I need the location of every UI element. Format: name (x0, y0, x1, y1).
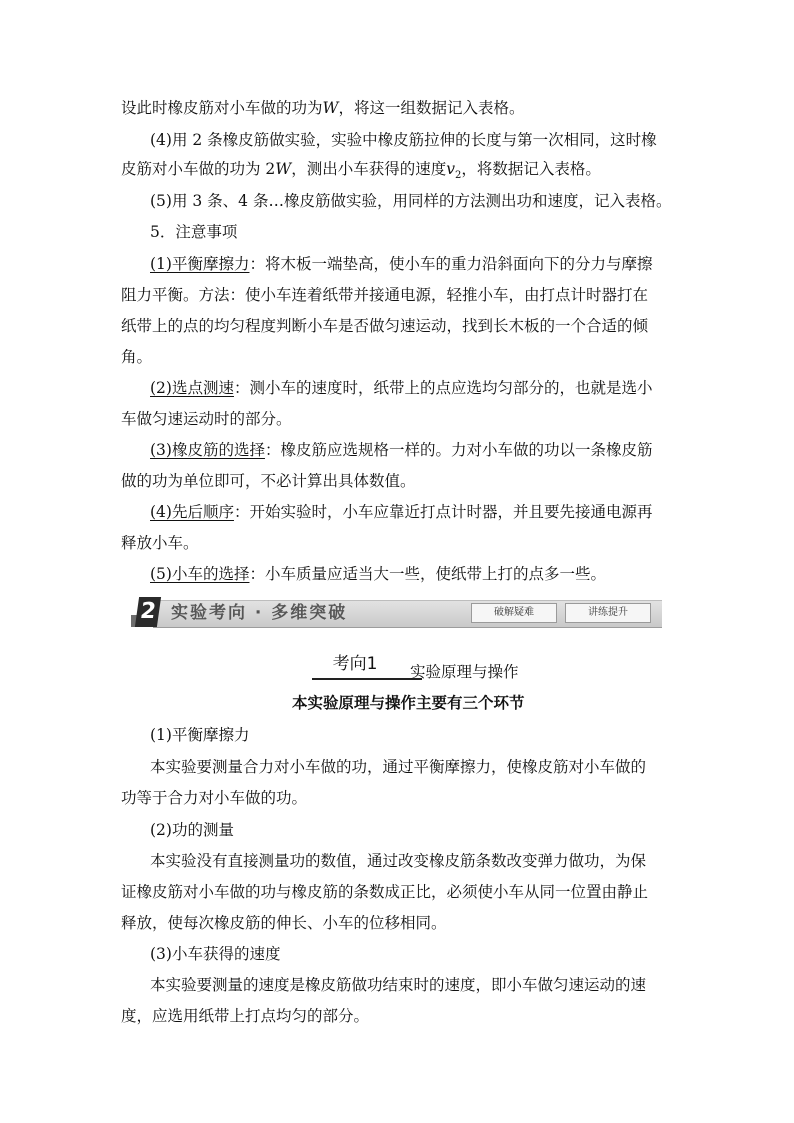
text-line: 证橡皮筋对小车做的功与橡皮筋的条数成正比，必须使小车从同一位置由静止 (121, 883, 649, 901)
text-line: 纸带上的点的均匀程度判断小车是否做匀速运动，找到长木板的一个合适的倾 (121, 317, 649, 335)
text-line: 功等于合力对小车做的功。 (121, 789, 308, 807)
note-4: (4)先后顺序：开始实验时，小车应靠近打点计时器，并且要先接通电源再 (150, 503, 653, 521)
text-line: (5)用 3 条、4 条…橡皮筋做实验，用同样的方法测出功和速度，记入表格。 (150, 192, 672, 210)
note-2: (2)选点测速：测小车的速度时，纸带上的点应选均匀部分的，也就是选小 (150, 379, 653, 397)
part-2-title: (2)功的测量 (150, 821, 234, 839)
note-5: (5)小车的选择：小车质量应适当大一些，使纸带上打的点多一些。 (150, 565, 606, 583)
part-3-title: (3)小车获得的速度 (150, 945, 281, 963)
text-line: 本实验没有直接测量功的数值，通过改变橡皮筋条数改变弹力做功，为保 (150, 852, 647, 870)
solve-difficulties-button[interactable]: 破解疑难 (471, 603, 557, 623)
text-line: (4)用 2 条橡皮筋做实验，实验中橡皮筋拉伸的长度与第一次相同，这时橡 (150, 131, 657, 149)
banner-number: 2 (135, 597, 161, 627)
note-3: (3)橡皮筋的选择：橡皮筋应选规格一样的。力对小车做的功以一条橡皮筋 (150, 441, 653, 459)
section-heading: 5．注意事项 (150, 223, 238, 241)
part-1-title: (1)平衡摩擦力 (150, 726, 250, 744)
text-line: 本实验要测量的速度是橡皮筋做功结束时的速度，即小车做匀速运动的速 (150, 976, 647, 994)
direction-underline (312, 678, 422, 680)
text-line: 车做匀速运动时的部分。 (121, 410, 292, 428)
text-line: 本实验要测量合力对小车做的功，通过平衡摩擦力，使橡皮筋对小车做的 (150, 758, 647, 776)
text-line: 释放，使每次橡皮筋的伸长、小车的位移相同。 (121, 914, 447, 932)
banner-title: 实验考向 · 多维突破 (171, 603, 348, 623)
direction-label-text: 考向1 (332, 654, 378, 674)
text-line: 释放小车。 (121, 534, 199, 552)
text-line: 做的功为单位即可，不必计算出具体数值。 (121, 472, 416, 490)
direction-label (312, 650, 398, 680)
text-line: 度，应选用纸带上打点均匀的部分。 (121, 1007, 370, 1025)
text-line: 角。 (121, 348, 153, 366)
direction-topic: 实验原理与操作 (410, 663, 519, 681)
text-line: 阻力平衡。方法：使小车连着纸带并接通电源，轻推小车，由打点计时器打在 (121, 286, 649, 304)
text-line: 设此时橡皮筋对小车做的功为W，将这一组数据记入表格。 (121, 99, 525, 117)
section-subheading: 本实验原理与操作主要有三个环节 (292, 693, 525, 712)
section-banner (131, 597, 662, 629)
text-line: 皮筋对小车做的功为 2W，测出小车获得的速度$v_2$，将数据记入表格。 (121, 160, 601, 182)
note-1: (1)平衡摩擦力：将木板一端垫高，使小车的重力沿斜面向下的分力与摩擦 (150, 255, 653, 273)
practice-improve-button[interactable]: 讲练提升 (565, 603, 651, 623)
